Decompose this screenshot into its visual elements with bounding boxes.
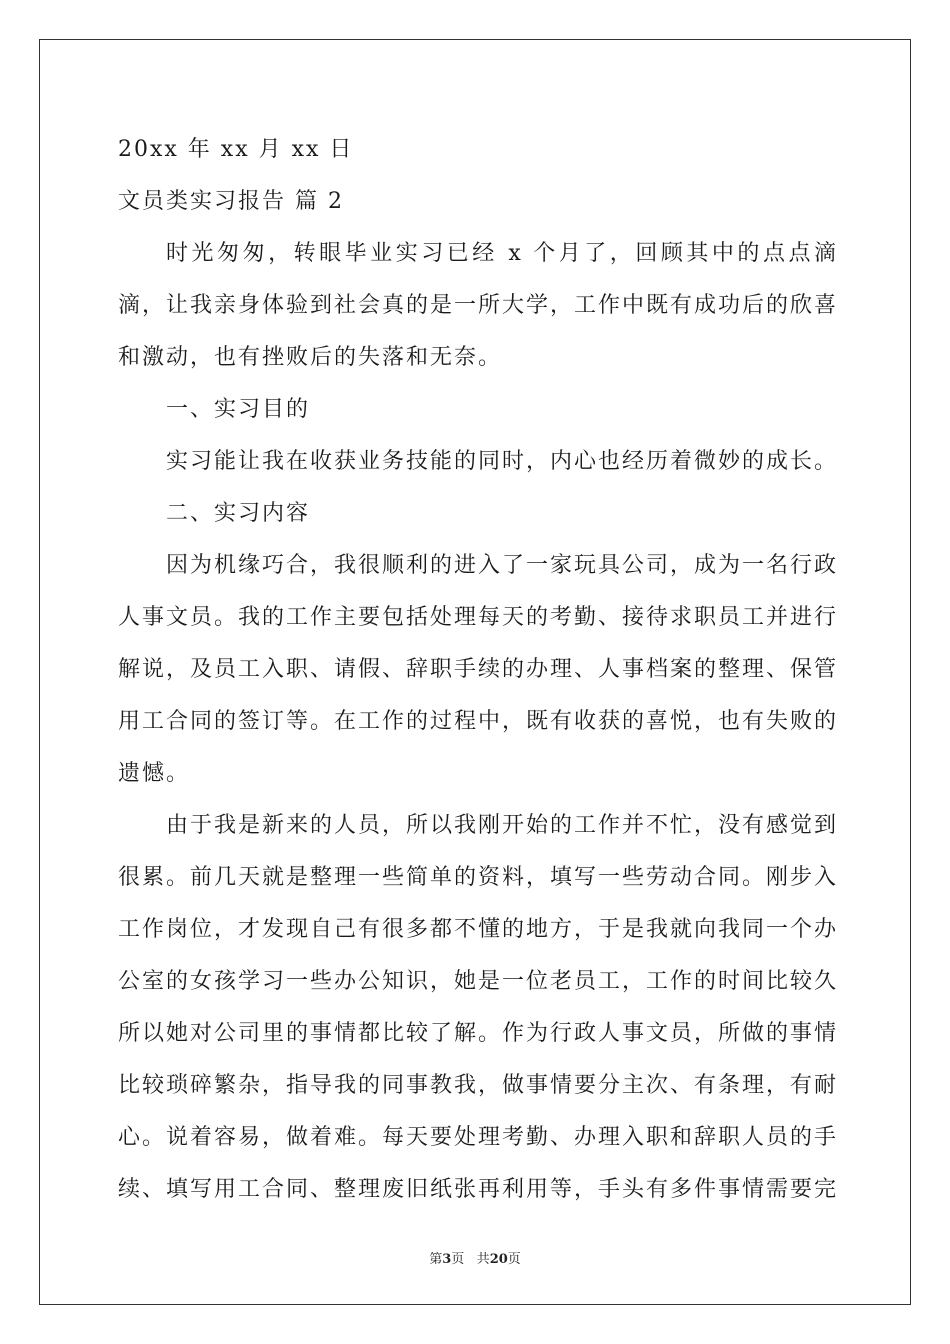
- section-heading-content: 二、实习内容: [166, 501, 311, 526]
- paragraph-intro: 时光匆匆，转眼毕业实习已经 x 个月了，回顾其中的点点滴滴，让我亲身体验到社会真的是一所大学，工作中既有成功后的欣喜和激动，也有挫败后的失落和无奈。: [118, 241, 839, 370]
- page-total: 20: [489, 1252, 508, 1267]
- page-prefix: 第: [429, 1252, 443, 1267]
- total-prefix: 共: [476, 1252, 490, 1267]
- document-date: 20xx 年 xx 月 xx 日: [118, 137, 354, 162]
- paragraph-content-1: 因为机缘巧合，我很顺利的进入了一家玩具公司，成为一名行政人事文员。我的工作主要包括处理每天的考勤、接待求职员工并进行解说，及员工入职、请假、辞职手续的办理、人事档案的整理、保管用工合同的签订等。在工作的过程中，既有收获的喜悦，也有失败的遗憾。: [118, 553, 839, 786]
- section-heading-purpose: 一、实习目的: [166, 397, 311, 422]
- total-unit: 页: [507, 1252, 521, 1267]
- document-title: 文员类实习报告 篇 2: [118, 189, 344, 214]
- paragraph-content-2: 由于我是新来的人员，所以我刚开始的工作并不忙，没有感觉到很累。前几天就是整理一些简单的资料，填写一些劳动合同。刚步入工作岗位，才发现自己有很多都不懂的地方，于是我就向我同一个办公室的女孩学习一些办公知识，她是一位老员工，工作的时间比较久所以她对公司里的事情都比较了解。作为行政人事文员，所做的事情比较琐碎繁杂，指导我的同事教我，做事情要分主次、有条理，有耐心。说着容易，做着难。每天要处理考勤、办理入职和辞职人员的手续、填写用工合同、整理废旧纸张再利用等，手头有多件事情需要完: [118, 813, 839, 1202]
- page-unit: 页: [451, 1252, 465, 1267]
- paragraph-purpose: 实习能让我在收获业务技能的同时，内心也经历着微妙的成长。: [166, 449, 839, 474]
- page-current: 3: [442, 1252, 452, 1267]
- document-body: [118, 124, 838, 1216]
- page-footer: [0, 1248, 950, 1267]
